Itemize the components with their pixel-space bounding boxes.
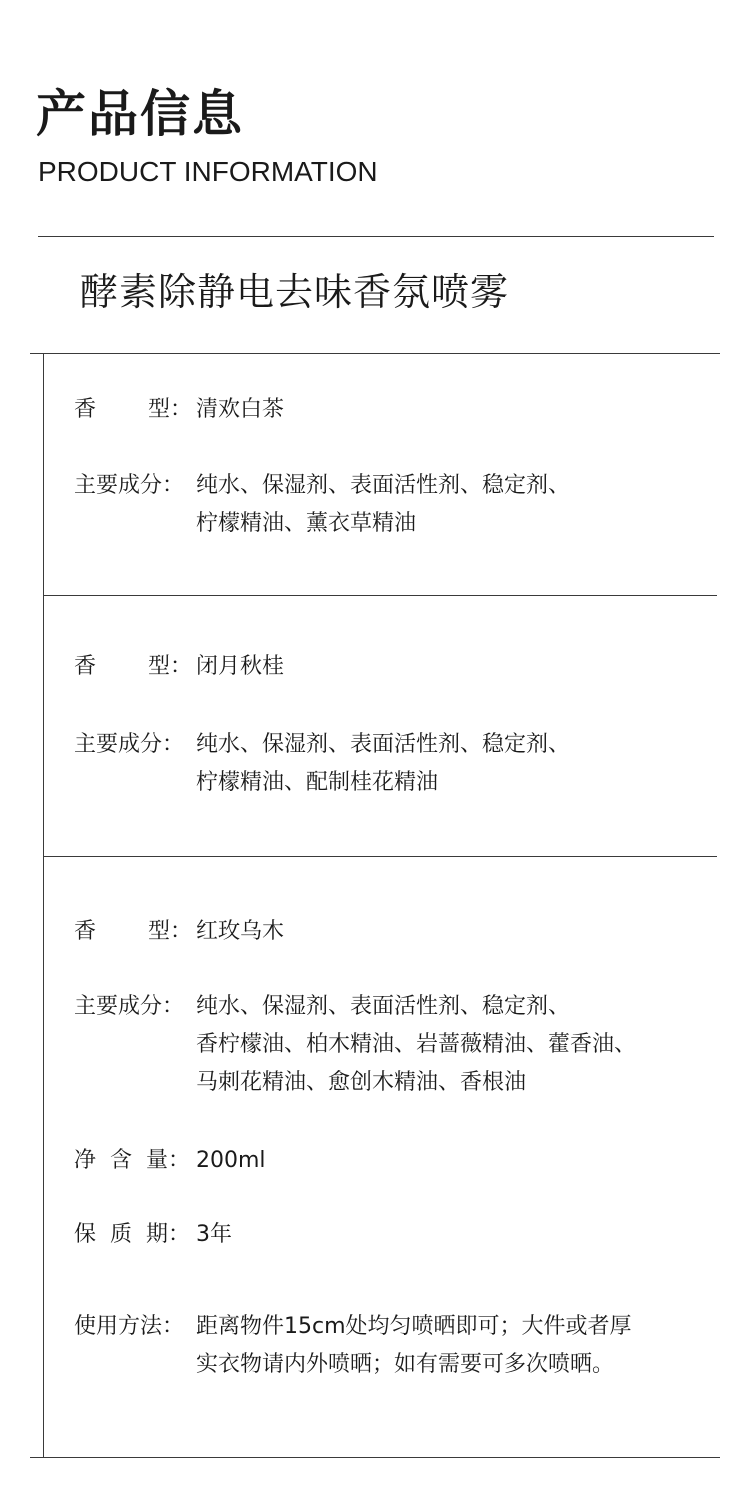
shelf-life-row bbox=[74, 1216, 696, 1254]
scent-row-3 bbox=[74, 913, 696, 951]
page-title: 产品信息 bbox=[36, 85, 244, 143]
product-name: 酵素除静电去味香氛喷雾 bbox=[80, 270, 510, 314]
net-content-value: 200ml bbox=[196, 1148, 266, 1173]
table-top-border bbox=[30, 353, 720, 354]
scent-value: 红玫乌木 bbox=[196, 919, 285, 944]
ingredients-row-3 bbox=[74, 988, 696, 1102]
ingredients-label: 主要成分： bbox=[74, 473, 185, 498]
scent-value: 闭月秋桂 bbox=[196, 654, 285, 679]
scent-row-1 bbox=[74, 391, 696, 429]
shelf-life-value: 3年 bbox=[196, 1222, 232, 1247]
ingredients-label: 主要成分： bbox=[74, 732, 185, 757]
scent-row-2 bbox=[74, 648, 696, 686]
scent-label: 香 型： bbox=[74, 919, 193, 944]
ingredients-value: 纯水、保湿剂、表面活性剂、稳定剂、 柠檬精油、薰衣草精油 bbox=[196, 473, 571, 536]
table-left-border bbox=[43, 353, 44, 1458]
header-divider bbox=[38, 236, 714, 237]
scent-label: 香 型： bbox=[74, 397, 193, 422]
usage-row bbox=[74, 1308, 696, 1384]
table-bottom-border bbox=[30, 1457, 720, 1458]
section-divider-2 bbox=[43, 856, 717, 857]
ingredients-label: 主要成分： bbox=[74, 994, 185, 1019]
ingredients-value: 纯水、保湿剂、表面活性剂、稳定剂、 柠檬精油、配制桂花精油 bbox=[196, 732, 571, 795]
shelf-life-label: 保 质 期： bbox=[74, 1222, 191, 1247]
ingredients-row-1 bbox=[74, 467, 696, 543]
usage-value: 距离物件15cm处均匀喷晒即可；大件或者厚 实衣物请内外喷晒；如有需要可多次喷晒。 bbox=[196, 1314, 632, 1377]
page-subtitle: PRODUCT INFORMATION bbox=[38, 156, 378, 187]
ingredients-row-2 bbox=[74, 726, 696, 802]
scent-label: 香 型： bbox=[74, 654, 193, 679]
net-content-row bbox=[74, 1142, 696, 1180]
net-content-label: 净 含 量： bbox=[74, 1148, 191, 1173]
ingredients-value: 纯水、保湿剂、表面活性剂、稳定剂、 香柠檬油、柏木精油、岩蔷薇精油、藿香油、 马刺花精油、愈创木精油、香根油 bbox=[196, 994, 637, 1095]
section-divider-1 bbox=[43, 595, 717, 596]
usage-label: 使用方法： bbox=[74, 1314, 185, 1339]
scent-value: 清欢白茶 bbox=[196, 397, 285, 422]
